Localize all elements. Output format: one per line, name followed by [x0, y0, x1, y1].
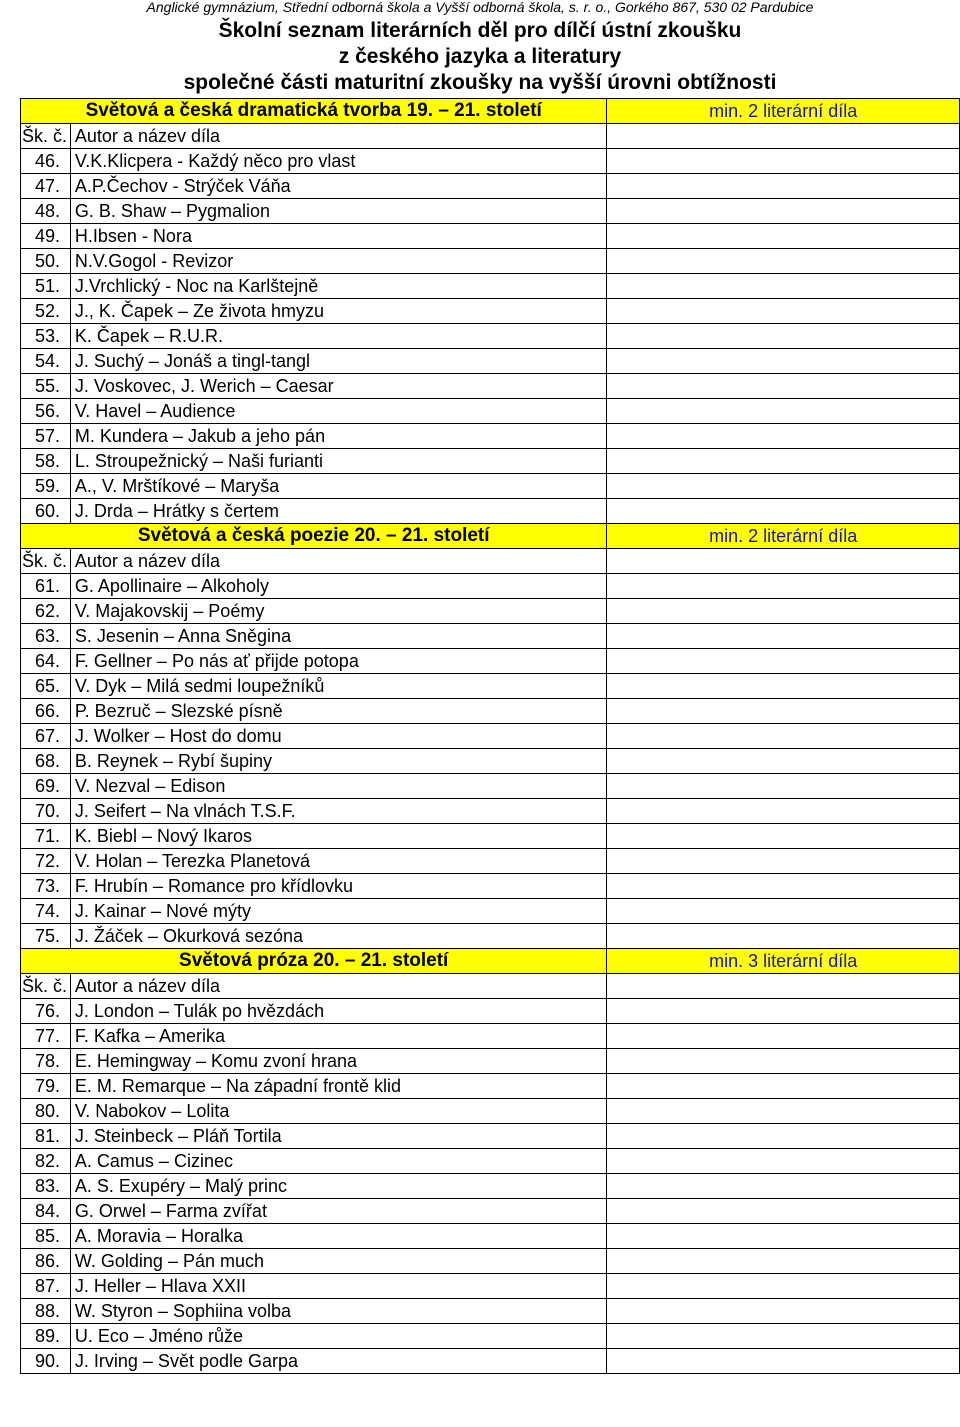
work-title: M. Kundera – Jakub a jeho pán	[70, 424, 606, 449]
blank-cell	[607, 424, 960, 449]
work-title: J. Heller – Hlava XXII	[70, 1274, 606, 1299]
work-number: 84.	[21, 1199, 71, 1224]
section-header-row	[21, 949, 960, 974]
work-title: F. Hrubín – Romance pro křídlovku	[70, 874, 606, 899]
work-title: E. Hemingway – Komu zvoní hrana	[70, 1049, 606, 1074]
section-min-requirement: min. 3 literární díla	[607, 949, 960, 974]
work-number: 53.	[21, 324, 71, 349]
blank-cell	[607, 649, 960, 674]
work-number: 47.	[21, 174, 71, 199]
work-number: 49.	[21, 224, 71, 249]
blank-cell	[607, 1099, 960, 1124]
document-title-line-1: Školní seznam literárních děl pro dílčí ústní zkoušku	[218, 19, 742, 42]
work-title: G. Orwel – Farma zvířat	[70, 1199, 606, 1224]
section-title: Světová a česká poezie 20. – 21. století	[21, 524, 607, 549]
table-row	[21, 299, 960, 324]
work-number: 82.	[21, 1149, 71, 1174]
work-number: 50.	[21, 249, 71, 274]
work-title: J.Vrchlický - Noc na Karlštejně	[70, 274, 606, 299]
column-header-title: Autor a název díla	[70, 974, 606, 999]
section-header-row	[21, 99, 960, 124]
work-title: K. Čapek – R.U.R.	[70, 324, 606, 349]
work-number: 86.	[21, 1249, 71, 1274]
table-row	[21, 174, 960, 199]
column-header-number: Šk. č.	[21, 124, 71, 149]
work-title: V. Dyk – Milá sedmi loupežníků	[70, 674, 606, 699]
table-row	[21, 824, 960, 849]
work-title: B. Reynek – Rybí šupiny	[70, 749, 606, 774]
column-header-title: Autor a název díla	[70, 124, 606, 149]
work-title: P. Bezruč – Slezské písně	[70, 699, 606, 724]
work-title: J. Žáček – Okurková sezóna	[70, 924, 606, 949]
work-title: V.K.Klicpera - Každý něco pro vlast	[70, 149, 606, 174]
work-number: 73.	[21, 874, 71, 899]
blank-cell	[607, 824, 960, 849]
table-row	[21, 1024, 960, 1049]
section-title: Světová a česká dramatická tvorba 19. – 21. století	[21, 99, 607, 124]
work-title: J. Seifert – Na vlnách T.S.F.	[70, 799, 606, 824]
work-number: 59.	[21, 474, 71, 499]
blank-cell	[607, 724, 960, 749]
document-title-line-2: z českého jazyka a literatury	[338, 45, 622, 68]
blank-cell	[607, 599, 960, 624]
work-number: 76.	[21, 999, 71, 1024]
blank-cell	[607, 224, 960, 249]
blank-cell	[607, 1249, 960, 1274]
blank-cell	[607, 624, 960, 649]
work-number: 61.	[21, 574, 71, 599]
table-row	[21, 199, 960, 224]
section-header-row	[21, 524, 960, 549]
work-number: 60.	[21, 499, 71, 524]
work-title: V. Majakovskij – Poémy	[70, 599, 606, 624]
blank-cell	[607, 1024, 960, 1049]
blank-cell	[607, 149, 960, 174]
school-header: Anglické gymnázium, Střední odborná škola a Vyšší odborná škola, s. r. o., Gorkého 867, 530 02 Pardubice	[146, 0, 814, 15]
table-row	[21, 599, 960, 624]
blank-cell	[607, 249, 960, 274]
work-title: J., K. Čapek – Ze života hmyzu	[70, 299, 606, 324]
blank-cell	[607, 1324, 960, 1349]
column-header-row	[21, 974, 960, 999]
work-number: 81.	[21, 1124, 71, 1149]
table-row	[21, 699, 960, 724]
blank-cell	[607, 899, 960, 924]
work-number: 54.	[21, 349, 71, 374]
blank-cell	[607, 699, 960, 724]
table-row	[21, 424, 960, 449]
table-row	[21, 224, 960, 249]
work-number: 77.	[21, 1024, 71, 1049]
table-row	[21, 674, 960, 699]
work-title: V. Holan – Terezka Planetová	[70, 849, 606, 874]
blank-cell	[607, 1299, 960, 1324]
work-number: 83.	[21, 1174, 71, 1199]
work-title: A. Moravia – Horalka	[70, 1224, 606, 1249]
work-number: 88.	[21, 1299, 71, 1324]
document-title-line-3: společné části maturitní zkoušky na vyšší úrovni obtížnosti	[183, 71, 777, 94]
blank-cell	[607, 749, 960, 774]
table-row	[21, 1149, 960, 1174]
work-number: 55.	[21, 374, 71, 399]
work-number: 69.	[21, 774, 71, 799]
blank-cell	[607, 299, 960, 324]
work-number: 90.	[21, 1349, 71, 1374]
work-number: 48.	[21, 199, 71, 224]
work-number: 66.	[21, 699, 71, 724]
work-title: N.V.Gogol - Revizor	[70, 249, 606, 274]
blank-cell	[607, 1224, 960, 1249]
work-title: A. S. Exupéry – Malý princ	[70, 1174, 606, 1199]
section-title: Světová próza 20. – 21. století	[21, 949, 607, 974]
work-number: 79.	[21, 1074, 71, 1099]
table-row	[21, 1049, 960, 1074]
work-title: S. Jesenin – Anna Sněgina	[70, 624, 606, 649]
table-row	[21, 1074, 960, 1099]
blank-cell	[607, 399, 960, 424]
blank-cell	[607, 974, 960, 999]
work-title: A., V. Mrštíkové – Maryša	[70, 474, 606, 499]
table-row	[21, 749, 960, 774]
table-row	[21, 1124, 960, 1149]
work-number: 58.	[21, 449, 71, 474]
work-number: 51.	[21, 274, 71, 299]
table-row	[21, 449, 960, 474]
blank-cell	[607, 1049, 960, 1074]
table-row	[21, 799, 960, 824]
blank-cell	[607, 174, 960, 199]
blank-cell	[607, 1124, 960, 1149]
work-title: U. Eco – Jméno růže	[70, 1324, 606, 1349]
work-number: 56.	[21, 399, 71, 424]
column-header-title: Autor a název díla	[70, 549, 606, 574]
table-row	[21, 1099, 960, 1124]
blank-cell	[607, 199, 960, 224]
table-row	[21, 1174, 960, 1199]
table-row	[21, 274, 960, 299]
work-number: 52.	[21, 299, 71, 324]
work-title: J. Kainar – Nové mýty	[70, 899, 606, 924]
blank-cell	[607, 374, 960, 399]
work-title: V. Nezval – Edison	[70, 774, 606, 799]
blank-cell	[607, 549, 960, 574]
work-title: F. Kafka – Amerika	[70, 1024, 606, 1049]
work-title: G. Apollinaire – Alkoholy	[70, 574, 606, 599]
table-row	[21, 499, 960, 524]
work-title: V. Nabokov – Lolita	[70, 1099, 606, 1124]
work-title: L. Stroupežnický – Naši furianti	[70, 449, 606, 474]
blank-cell	[607, 799, 960, 824]
blank-cell	[607, 874, 960, 899]
table-row	[21, 1199, 960, 1224]
work-number: 80.	[21, 1099, 71, 1124]
blank-cell	[607, 924, 960, 949]
table-row	[21, 324, 960, 349]
section-min-requirement: min. 2 literární díla	[607, 99, 960, 124]
table-row	[21, 999, 960, 1024]
table-row	[21, 1299, 960, 1324]
blank-cell	[607, 349, 960, 374]
work-title: J. Suchý – Jonáš a tingl-tangl	[70, 349, 606, 374]
table-row	[21, 774, 960, 799]
work-title: W. Golding – Pán much	[70, 1249, 606, 1274]
work-title: J. Steinbeck – Pláň Tortila	[70, 1124, 606, 1149]
work-number: 74.	[21, 899, 71, 924]
blank-cell	[607, 1074, 960, 1099]
column-header-row	[21, 124, 960, 149]
work-number: 87.	[21, 1274, 71, 1299]
work-title: K. Biebl – Nový Ikaros	[70, 824, 606, 849]
blank-cell	[607, 499, 960, 524]
work-title: E. M. Remarque – Na západní frontě klid	[70, 1074, 606, 1099]
table-row	[21, 399, 960, 424]
blank-cell	[607, 474, 960, 499]
table-row	[21, 1274, 960, 1299]
table-row	[21, 1349, 960, 1374]
table-row	[21, 249, 960, 274]
work-title: J. Wolker – Host do domu	[70, 724, 606, 749]
work-number: 67.	[21, 724, 71, 749]
work-number: 62.	[21, 599, 71, 624]
literary-works-table	[20, 98, 960, 1374]
work-number: 64.	[21, 649, 71, 674]
blank-cell	[607, 774, 960, 799]
work-title: A.P.Čechov - Strýček Váňa	[70, 174, 606, 199]
table-row	[21, 1324, 960, 1349]
blank-cell	[607, 849, 960, 874]
work-title: G. B. Shaw – Pygmalion	[70, 199, 606, 224]
table-row	[21, 574, 960, 599]
table-row	[21, 724, 960, 749]
work-number: 68.	[21, 749, 71, 774]
column-header-number: Šk. č.	[21, 974, 71, 999]
blank-cell	[607, 1274, 960, 1299]
work-number: 70.	[21, 799, 71, 824]
work-title: W. Styron – Sophiina volba	[70, 1299, 606, 1324]
work-number: 71.	[21, 824, 71, 849]
work-number: 46.	[21, 149, 71, 174]
column-header-row	[21, 549, 960, 574]
blank-cell	[607, 324, 960, 349]
table-row	[21, 649, 960, 674]
blank-cell	[607, 1199, 960, 1224]
table-row	[21, 924, 960, 949]
column-header-number: Šk. č.	[21, 549, 71, 574]
table-row	[21, 349, 960, 374]
blank-cell	[607, 674, 960, 699]
work-title: V. Havel – Audience	[70, 399, 606, 424]
table-row	[21, 1249, 960, 1274]
blank-cell	[607, 1149, 960, 1174]
table-row	[21, 874, 960, 899]
work-number: 63.	[21, 624, 71, 649]
section-min-requirement: min. 2 literární díla	[607, 524, 960, 549]
work-number: 75.	[21, 924, 71, 949]
blank-cell	[607, 999, 960, 1024]
blank-cell	[607, 274, 960, 299]
table-row	[21, 374, 960, 399]
work-number: 57.	[21, 424, 71, 449]
work-title: F. Gellner – Po nás ať přijde potopa	[70, 649, 606, 674]
work-title: H.Ibsen - Nora	[70, 224, 606, 249]
blank-cell	[607, 1174, 960, 1199]
work-number: 85.	[21, 1224, 71, 1249]
table-row	[21, 849, 960, 874]
work-title: J. Drda – Hrátky s čertem	[70, 499, 606, 524]
work-number: 89.	[21, 1324, 71, 1349]
table-row	[21, 149, 960, 174]
blank-cell	[607, 574, 960, 599]
work-title: J. Irving – Svět podle Garpa	[70, 1349, 606, 1374]
blank-cell	[607, 449, 960, 474]
work-number: 65.	[21, 674, 71, 699]
work-title: A. Camus – Cizinec	[70, 1149, 606, 1174]
blank-cell	[607, 1349, 960, 1374]
work-title: J. Voskovec, J. Werich – Caesar	[70, 374, 606, 399]
table-row	[21, 624, 960, 649]
table-row	[21, 474, 960, 499]
work-title: J. London – Tulák po hvězdách	[70, 999, 606, 1024]
table-row	[21, 1224, 960, 1249]
blank-cell	[607, 124, 960, 149]
work-number: 78.	[21, 1049, 71, 1074]
table-row	[21, 899, 960, 924]
work-number: 72.	[21, 849, 71, 874]
